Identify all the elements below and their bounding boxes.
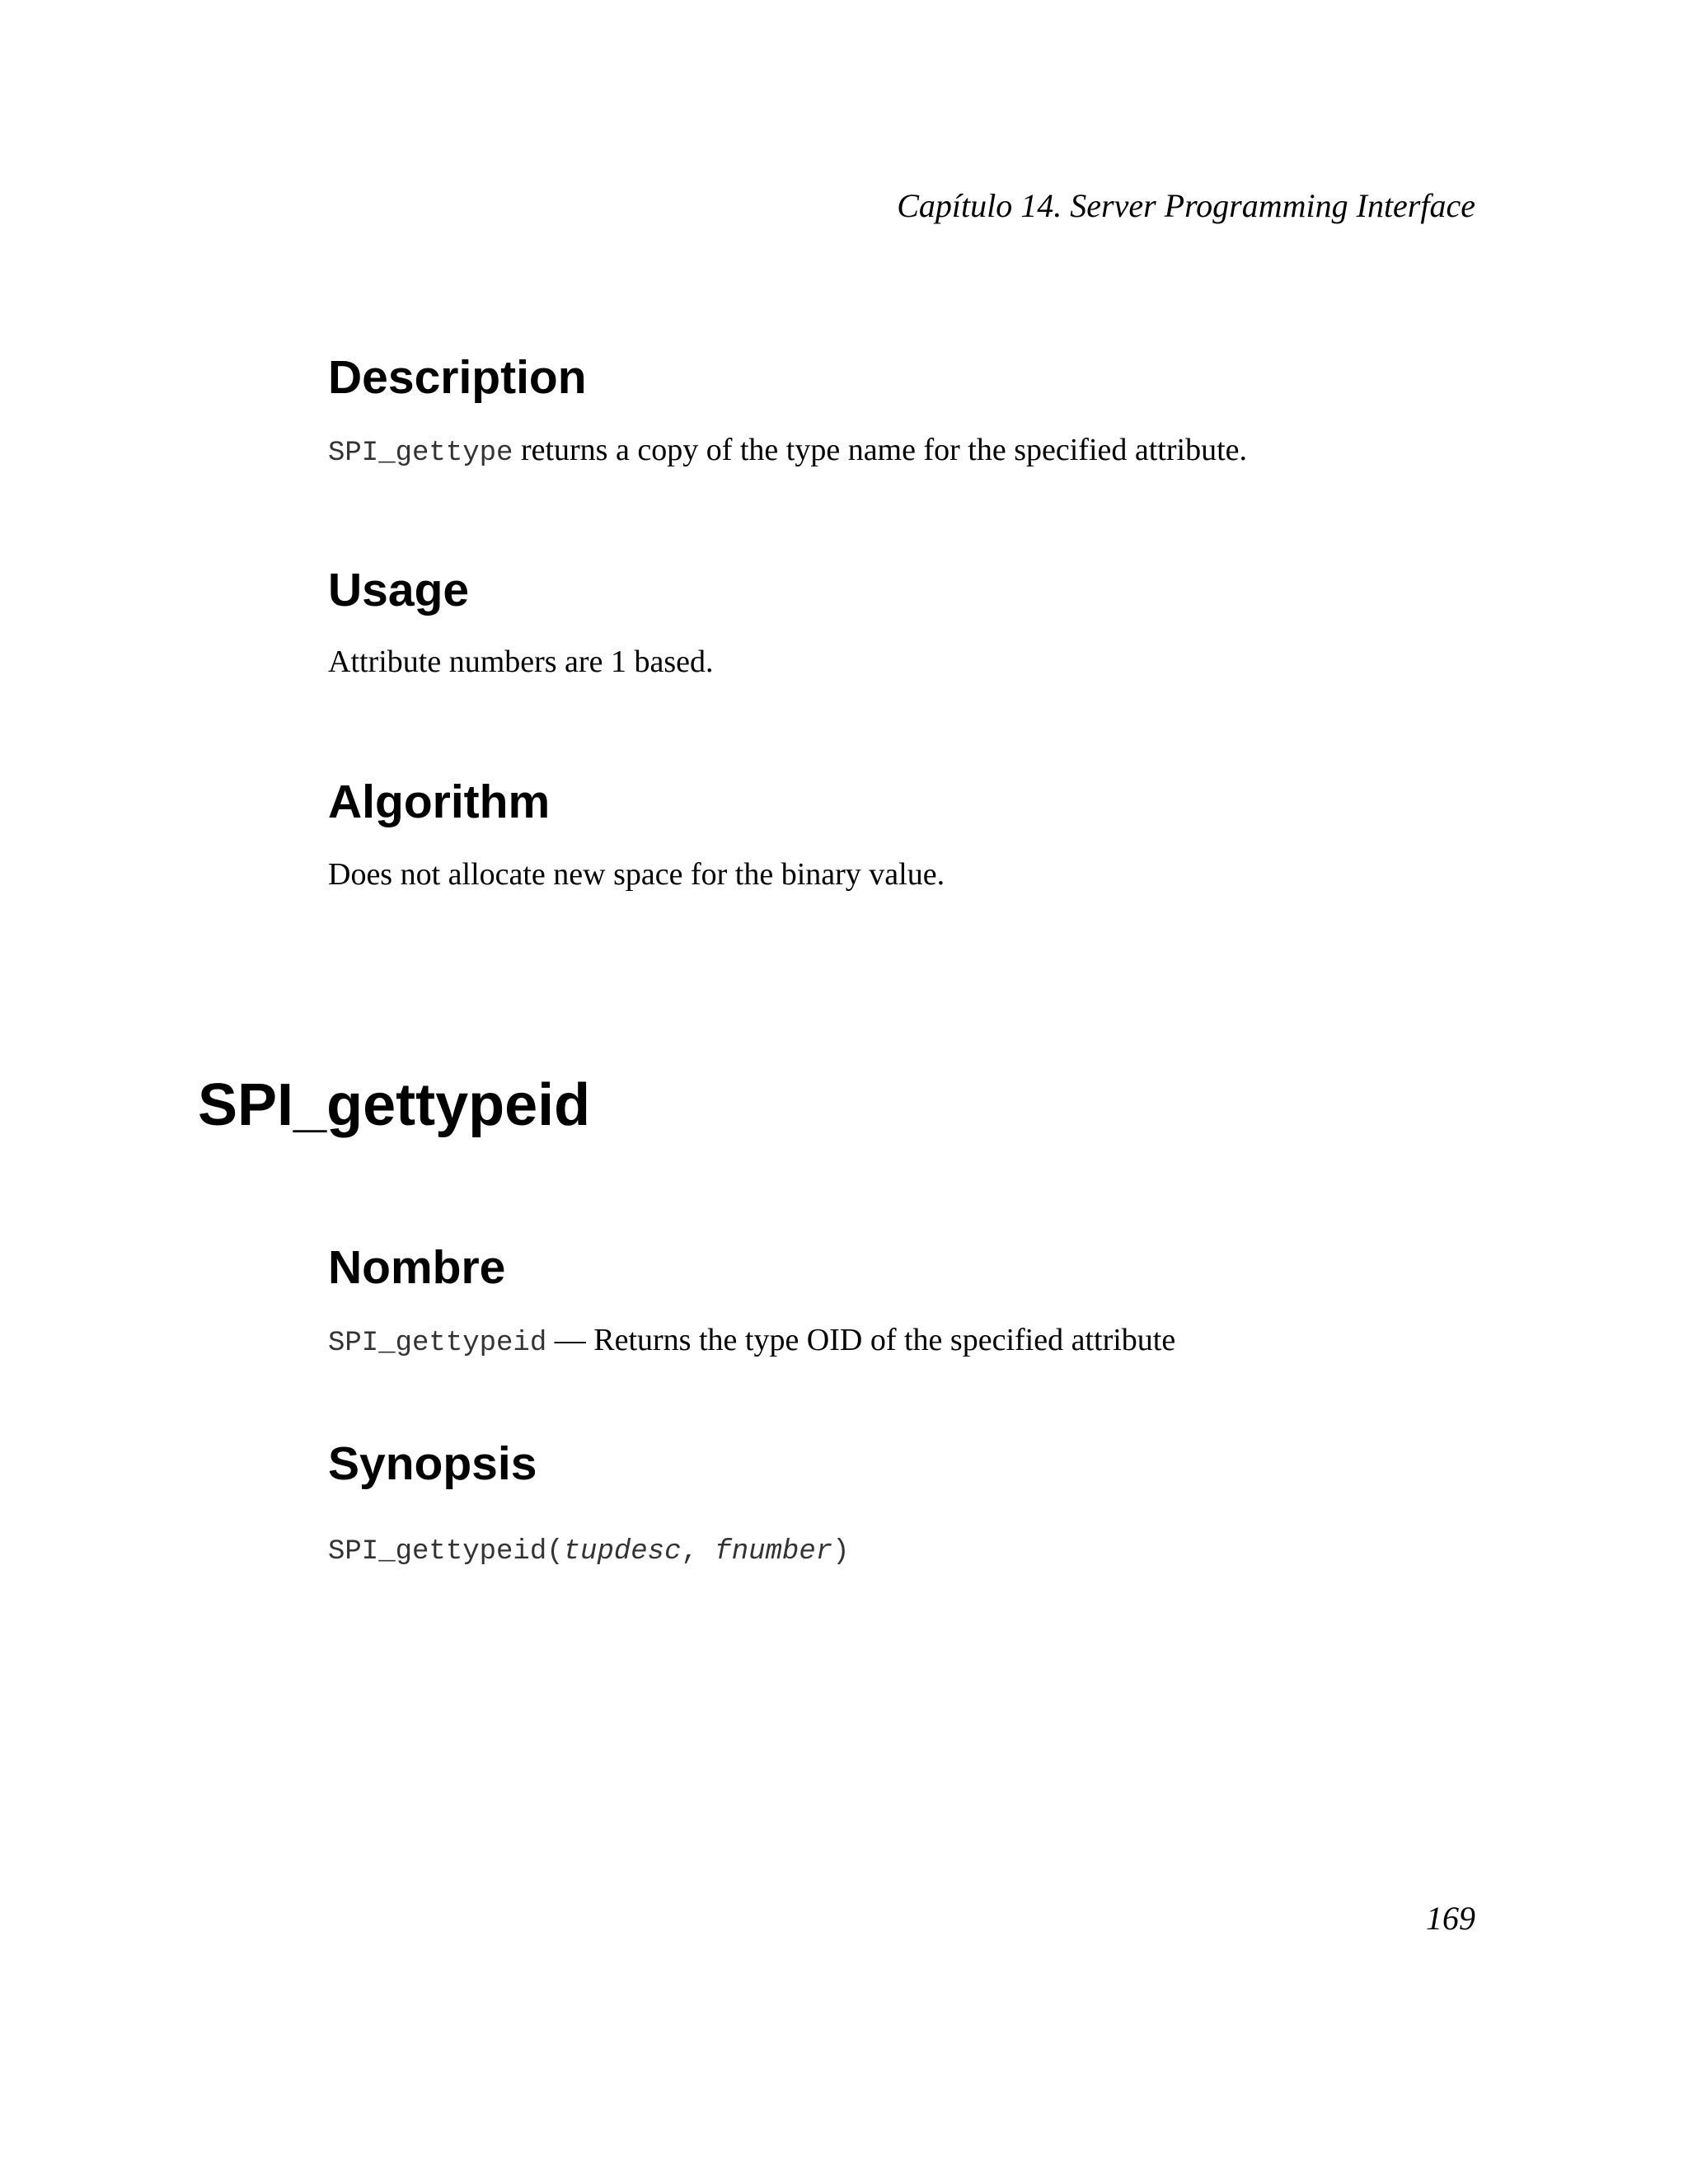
running-header: Capítulo 14. Server Programming Interface <box>897 187 1475 224</box>
description-section <box>328 351 1482 469</box>
nombre-text <box>328 1324 1175 1357</box>
algorithm-heading: Algorithm <box>328 776 551 828</box>
page-number: 169 <box>1426 1900 1475 1937</box>
algorithm-text: Does not allocate new space for the binary value. <box>328 857 945 892</box>
synopsis-function: SPI_gettypeid( <box>328 1536 564 1568</box>
synopsis-heading: Synopsis <box>328 1437 537 1490</box>
usage-text: Attribute numbers are 1 based. <box>328 644 714 679</box>
description-body: returns a copy of the type name for the specified attribute. <box>513 433 1247 467</box>
synopsis-section <box>328 1437 1482 1568</box>
synopsis-arg-tupdesc: tupdesc <box>563 1536 682 1568</box>
synopsis-close-paren: ) <box>832 1536 850 1568</box>
nombre-body: — Returns the type OID of the specified attribute <box>546 1323 1176 1357</box>
description-heading: Description <box>328 351 587 404</box>
algorithm-section <box>328 776 1482 892</box>
description-text <box>328 434 1247 467</box>
reference-entry-title: SPI_gettypeid <box>198 1072 591 1138</box>
synopsis-arg-fnumber: fnumber <box>715 1536 833 1568</box>
synopsis-separator: , <box>681 1536 715 1568</box>
usage-section <box>328 564 1482 679</box>
synopsis-code <box>328 1533 850 1566</box>
function-name-code: SPI_gettypeid <box>328 1328 547 1359</box>
function-name-code: SPI_gettype <box>328 438 513 469</box>
nombre-heading: Nombre <box>328 1241 506 1294</box>
usage-heading: Usage <box>328 564 470 616</box>
nombre-section <box>328 1241 1482 1359</box>
